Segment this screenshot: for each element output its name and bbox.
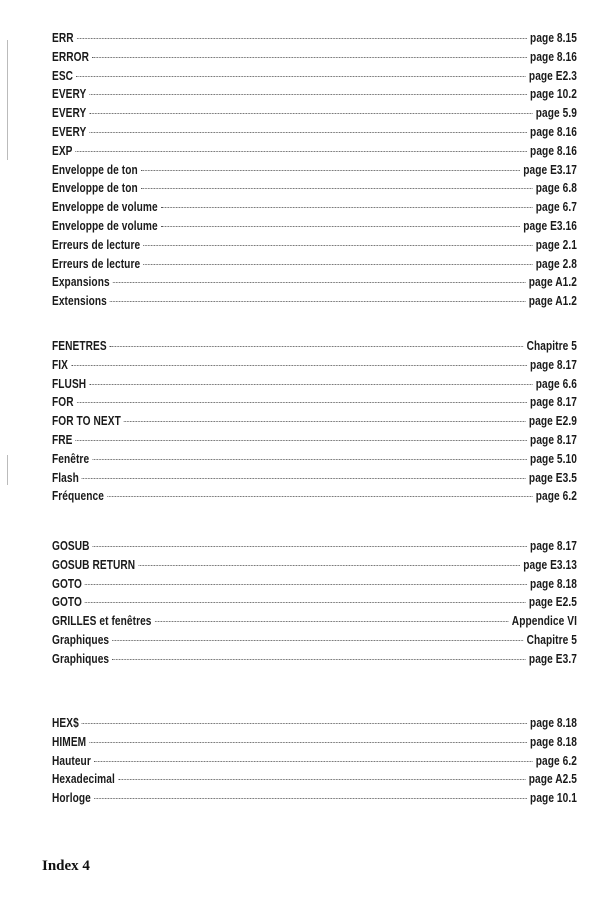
index-entry [52,593,577,612]
dot-leader [85,598,526,603]
dot-leader [77,398,527,403]
index-entry [52,556,577,575]
scan-margin-mark [7,455,8,485]
index-entry-term: GOSUB [52,538,90,553]
index-entry-page-ref: page 5.9 [535,105,577,121]
index-entry [52,431,577,450]
index-entry-page-ref: page E3.5 [528,469,577,485]
index-entry-page-ref: page E2.9 [528,413,577,429]
dot-leader [141,166,520,171]
index-entry [52,48,577,67]
index-entry-page-ref: page 8.18 [530,575,577,591]
index-entry-page-ref: page 8.17 [530,538,577,553]
scan-margin-mark [7,40,8,160]
index-entry-page-ref: page 6.8 [535,180,577,196]
index-entry-term: FOR TO NEXT [52,413,121,429]
dot-leader [113,278,526,283]
index-entry-term: Horloge [52,790,91,806]
index-entry-page-ref: page 8.17 [530,431,577,447]
dot-leader [90,109,533,114]
dot-leader [82,474,526,479]
index-entry [52,393,577,412]
index-entry [52,631,577,650]
index-entry-page-ref: page 8.16 [530,48,577,64]
index-entry [52,179,577,198]
index-entry [52,412,577,431]
index-entry-page-ref: page E3.7 [528,650,577,666]
index-entry-page-ref: page 8.17 [530,356,577,372]
index-entry [52,789,577,808]
index-entry-term: EVERY [52,86,87,102]
index-entry-page-ref: page 8.18 [530,715,577,730]
index-section-f [52,337,577,506]
dot-leader [110,342,524,347]
dot-leader [107,492,533,497]
index-entry [52,142,577,161]
dot-leader [143,260,532,265]
index-entry-page-ref: page 2.8 [535,255,577,271]
index-entry-page-ref: page 8.16 [530,123,577,139]
index-entry-page-ref: page E3.17 [523,161,577,177]
index-entry-page-ref: page 8.15 [530,30,577,45]
index-entry-term: GRILLES et fenêtres [52,613,152,629]
index-entry-term: FLUSH [52,375,87,391]
index-entry [52,85,577,104]
dot-leader [71,361,527,366]
index-entry-term: GOSUB RETURN [52,556,136,572]
index-entry [52,770,577,789]
index-entry-term: ERR [52,30,74,45]
index-entry-page-ref: page A1.2 [528,274,577,290]
index-section-e [52,29,577,311]
index-entry-page-ref: page 8.17 [530,394,577,410]
index-entry-term: GOTO [52,594,82,610]
index-entry-term: FOR [52,394,74,410]
index-entry-page-ref: page A1.2 [528,293,577,309]
index-entry-term: Enveloppe de ton [52,161,138,177]
index-entry-page-ref: page A2.5 [528,771,577,787]
index-entry [52,255,577,274]
index-entry-term: HEX$ [52,715,79,730]
dot-leader [94,757,533,762]
index-entry [52,469,577,488]
index-entry [52,575,577,594]
index-entry-term: Fréquence [52,488,104,504]
index-entry [52,356,577,375]
dot-leader [76,147,527,152]
index-entry-term: ESC [52,67,74,83]
dot-leader [141,184,533,189]
index-entry [52,29,577,48]
index-entry [52,161,577,180]
index-entry-page-ref: page 8.18 [530,733,577,749]
index-entry [52,537,577,556]
dot-leader [90,90,527,95]
dot-leader [90,128,527,133]
index-entry-term: Enveloppe de volume [52,199,158,215]
index-entry-term: EXP [52,142,73,158]
index-entry-term: Enveloppe de ton [52,180,138,196]
dot-leader [161,203,533,208]
index-entry-term: Erreurs de lecture [52,236,141,252]
index-entry-page-ref: page 6.2 [535,488,577,504]
index-entry-term: Graphiques [52,631,110,647]
index-entry-term: GOTO [52,575,82,591]
index-entry-page-ref: Chapitre 5 [526,631,577,647]
dot-leader [138,561,520,566]
dot-leader [112,636,523,641]
index-entry-page-ref: page E3.16 [523,217,577,233]
index-section-g [52,537,577,669]
index-entry [52,104,577,123]
index-entry [52,612,577,631]
index-section-h [52,714,577,808]
index-entry-term: FENETRES [52,338,107,353]
dot-leader [93,542,527,547]
dot-leader [155,617,509,622]
index-entry-page-ref: page 6.7 [535,199,577,215]
index-entry-term: Expansions [52,274,110,290]
index-entry-term: ERROR [52,48,90,64]
index-entry-page-ref: page 6.6 [535,375,577,391]
index-entry-term: Fenêtre [52,450,90,466]
index-entry-page-ref: page E2.5 [528,594,577,610]
index-entry-term: FIX [52,356,69,372]
dot-leader [76,436,527,441]
index-entry [52,292,577,311]
index-entry [52,450,577,469]
dot-leader [112,655,526,660]
index-entry-term: Extensions [52,293,107,309]
index-entry-term: Hexadecimal [52,771,115,787]
index-entry-term: Enveloppe de volume [52,217,158,233]
dot-leader [92,455,527,460]
index-entry-page-ref: page 6.2 [535,752,577,768]
index-entry-page-ref: page 8.16 [530,142,577,158]
index-entry-page-ref: page 5.10 [530,450,577,466]
index-entry-page-ref: Appendice VI [511,613,577,629]
index-entry [52,337,577,356]
index-entry-term: Flash [52,469,79,485]
dot-leader [118,775,526,780]
index-entry-term: Hauteur [52,752,91,768]
index-entry [52,487,577,506]
dot-leader [82,719,527,724]
dot-leader [89,380,532,385]
dot-leader [124,417,526,422]
index-entry-term: Erreurs de lecture [52,255,141,271]
dot-leader [76,72,526,77]
dot-leader [161,222,520,227]
index-entry-term: FRE [52,431,73,447]
index-entry [52,714,577,733]
index-entry-term: Graphiques [52,650,110,666]
index-entry [52,650,577,669]
index-entry-page-ref: page 10.2 [530,86,577,102]
index-entry-term: EVERY [52,105,87,121]
dot-leader [94,794,527,799]
page-footer: Index 4 [42,858,90,874]
index-entry-page-ref: Chapitre 5 [526,338,577,353]
index-entry [52,123,577,142]
index-entry [52,273,577,292]
dot-leader [85,580,527,585]
index-entry [52,733,577,752]
index-entry [52,217,577,236]
index-entry-page-ref: page 10.1 [530,790,577,806]
index-entry [52,67,577,86]
dot-leader [89,738,527,743]
index-entry-page-ref: page E3.13 [523,556,577,572]
index-entry-term: HIMEM [52,733,87,749]
index-entry [52,198,577,217]
dot-leader [92,53,527,58]
index-entry [52,236,577,255]
dot-leader [77,34,527,39]
dot-leader [110,297,526,302]
index-entry-term: EVERY [52,123,87,139]
index-entry-page-ref: page E2.3 [528,67,577,83]
index-entry [52,375,577,394]
index-entry [52,752,577,771]
dot-leader [143,241,532,246]
index-entry-page-ref: page 2.1 [535,236,577,252]
